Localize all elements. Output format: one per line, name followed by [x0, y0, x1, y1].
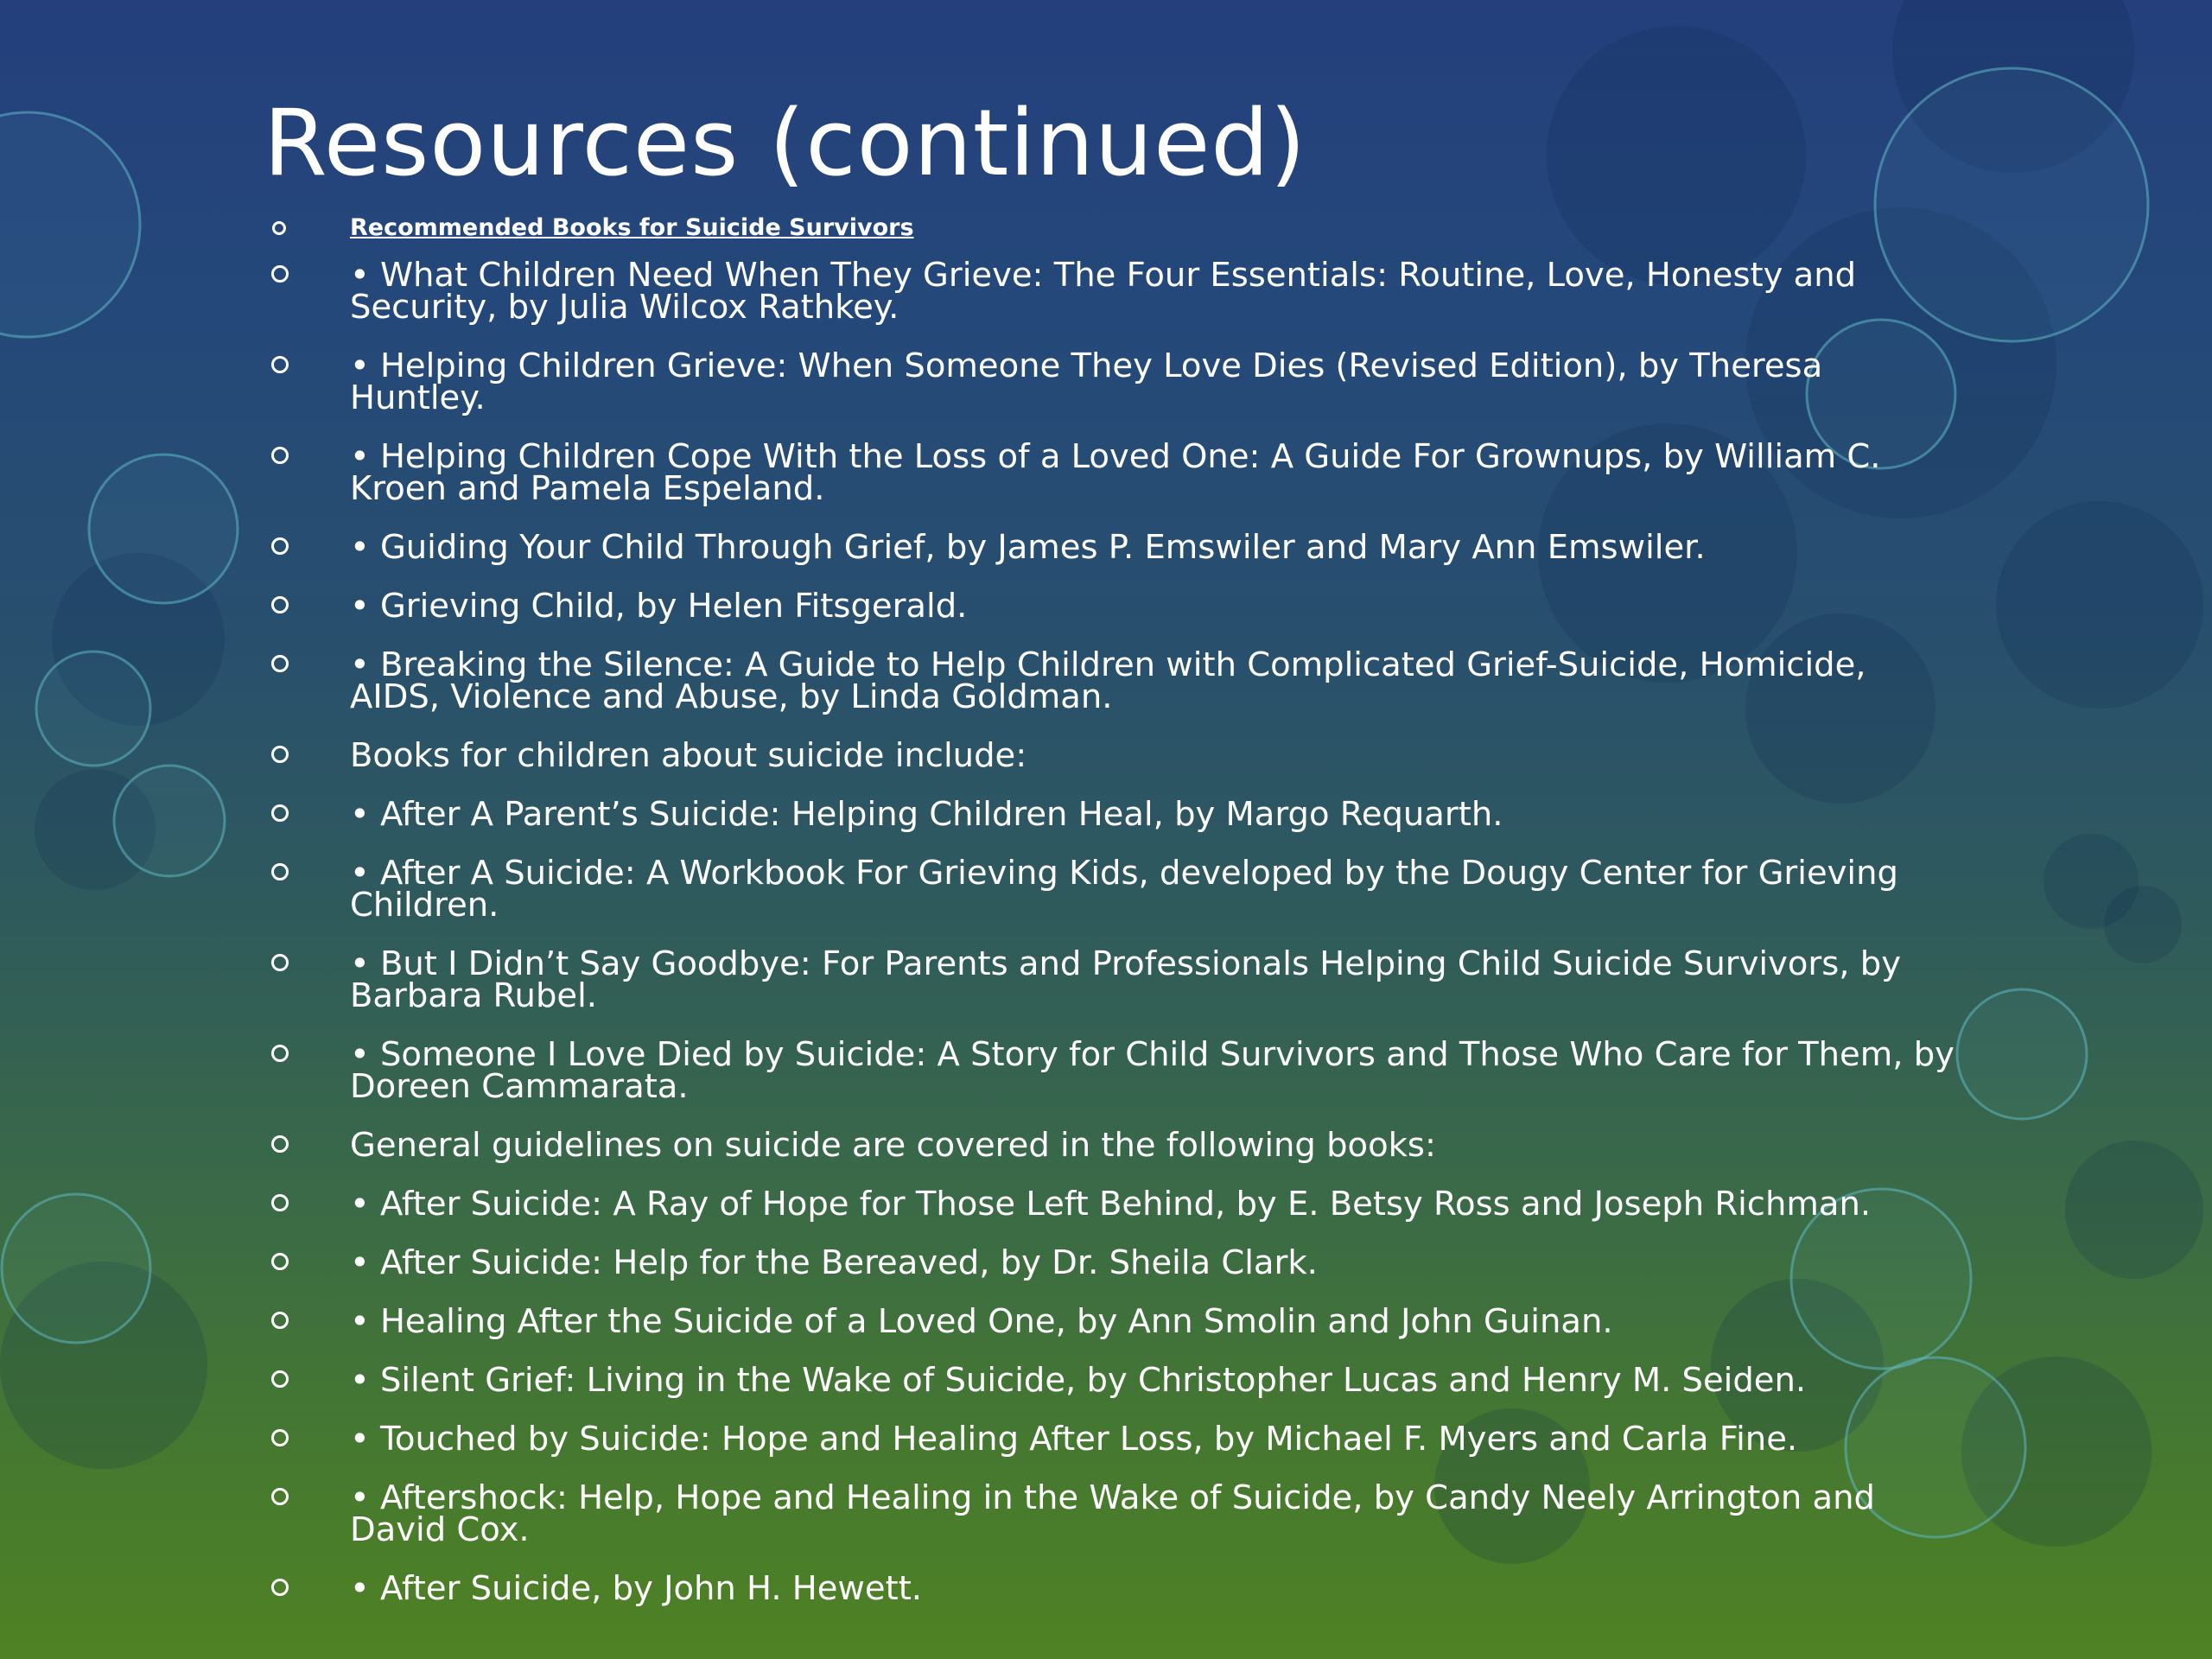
- list-item-text: General guidelines on suicide are covered in the following books:: [350, 1126, 1436, 1165]
- circle-bullet-icon: [271, 1045, 289, 1062]
- list-item: [264, 1185, 1957, 1224]
- list-item-text: • After Suicide: A Ray of Hope for Those Left Behind, by E. Betsy Ross and Joseph Richman.: [350, 1185, 1872, 1224]
- circle-bullet-icon: [271, 1253, 289, 1270]
- list-item: [264, 854, 1957, 925]
- circle-bullet-icon: [271, 1579, 289, 1596]
- list-item: [264, 736, 1957, 775]
- circle-bullet-icon: [272, 221, 286, 235]
- list-item-text: Books for children about suicide include:: [350, 736, 1027, 775]
- circle-bullet-icon: [271, 356, 289, 373]
- list-item-text: • Silent Grief: Living in the Wake of Suicide, by Christopher Lucas and Henry M. Seiden.: [350, 1361, 1807, 1400]
- list-item-text: • Helping Children Grieve: When Someone They Love Dies (Revised Edition), by Theresa Huntley.: [350, 346, 1823, 417]
- list-item: [264, 1035, 1957, 1106]
- circle-bullet-icon: [271, 1135, 289, 1153]
- circle-bullet-icon: [271, 537, 289, 555]
- list-item: [264, 528, 1957, 567]
- list-item-text: • Breaking the Silence: A Guide to Help Children with Complicated Grief-Suicide, Homicide, AIDS, Violence and Abuse, by Linda Goldman.: [350, 645, 1866, 716]
- list-item-text: • But I Didn’t Say Goodbye: For Parents and Professionals Helping Child Suicide Survivors, by Barbara Rubel.: [350, 944, 1902, 1015]
- list-item-text: • After Suicide: Help for the Bereaved, by Dr. Sheila Clark.: [350, 1243, 1318, 1282]
- circle-bullet-icon: [271, 1312, 289, 1329]
- list-item: [264, 437, 1957, 508]
- circle-bullet-icon: [271, 596, 289, 613]
- list-item: [264, 1243, 1957, 1282]
- list-item: [264, 1361, 1957, 1400]
- list-heading: [264, 211, 1957, 245]
- circle-bullet-icon: [271, 863, 289, 880]
- list-item-text: • Someone I Love Died by Suicide: A Story for Child Survivors and Those Who Care for Them, by Doreen Cammarata.: [350, 1035, 1955, 1106]
- list-item: [264, 1478, 1957, 1549]
- list-item-text: • Touched by Suicide: Hope and Healing After Loss, by Michael F. Myers and Carla Fine.: [350, 1420, 1798, 1459]
- list-item-text: • Guiding Your Child Through Grief, by James P. Emswiler and Mary Ann Emswiler.: [350, 528, 1706, 567]
- list-item: [264, 1126, 1957, 1165]
- slide-title: Resources (continued): [264, 90, 1306, 196]
- list-item: [264, 256, 1957, 327]
- list-item: [264, 1302, 1957, 1341]
- list-item-text: • Grieving Child, by Helen Fitsgerald.: [350, 587, 968, 626]
- circle-bullet-icon: [271, 1370, 289, 1388]
- book-list: [264, 211, 1957, 1631]
- circle-bullet-icon: [271, 804, 289, 822]
- list-item: [264, 346, 1957, 417]
- list-item-text: • After A Parent’s Suicide: Helping Children Heal, by Margo Requarth.: [350, 795, 1503, 834]
- circle-bullet-icon: [271, 746, 289, 763]
- list-item: [264, 944, 1957, 1015]
- list-item-text: • Helping Children Cope With the Loss of a Loved One: A Guide For Grownups, by William C. Kroen and Pamela Espeland.: [350, 437, 1881, 508]
- list-item-text: • Healing After the Suicide of a Loved One, by Ann Smolin and John Guinan.: [350, 1302, 1613, 1341]
- list-item-text: • Aftershock: Help, Hope and Healing in the Wake of Suicide, by Candy Neely Arrington and David Cox.: [350, 1478, 1875, 1549]
- list-item-text: • After Suicide, by John H. Hewett.: [350, 1569, 923, 1608]
- circle-bullet-icon: [271, 265, 289, 283]
- list-item: [264, 645, 1957, 716]
- list-item-text: • After A Suicide: A Workbook For Grieving Kids, developed by the Dougy Center for Grieving Children.: [350, 854, 1898, 925]
- circle-bullet-icon: [271, 447, 289, 464]
- circle-bullet-icon: [271, 954, 289, 971]
- list-item: [264, 587, 1957, 626]
- list-item-text: • What Children Need When They Grieve: The Four Essentials: Routine, Love, Honesty and Security, by Julia Wilcox Rathkey.: [350, 256, 1857, 327]
- circle-bullet-icon: [271, 1194, 289, 1211]
- list-item: [264, 795, 1957, 834]
- circle-bullet-icon: [271, 1488, 289, 1505]
- list-item: [264, 1569, 1957, 1608]
- circle-bullet-icon: [271, 1429, 289, 1446]
- list-heading-text: Recommended Books for Suicide Survivors: [350, 214, 914, 241]
- circle-bullet-icon: [271, 655, 289, 672]
- list-item: [264, 1420, 1957, 1459]
